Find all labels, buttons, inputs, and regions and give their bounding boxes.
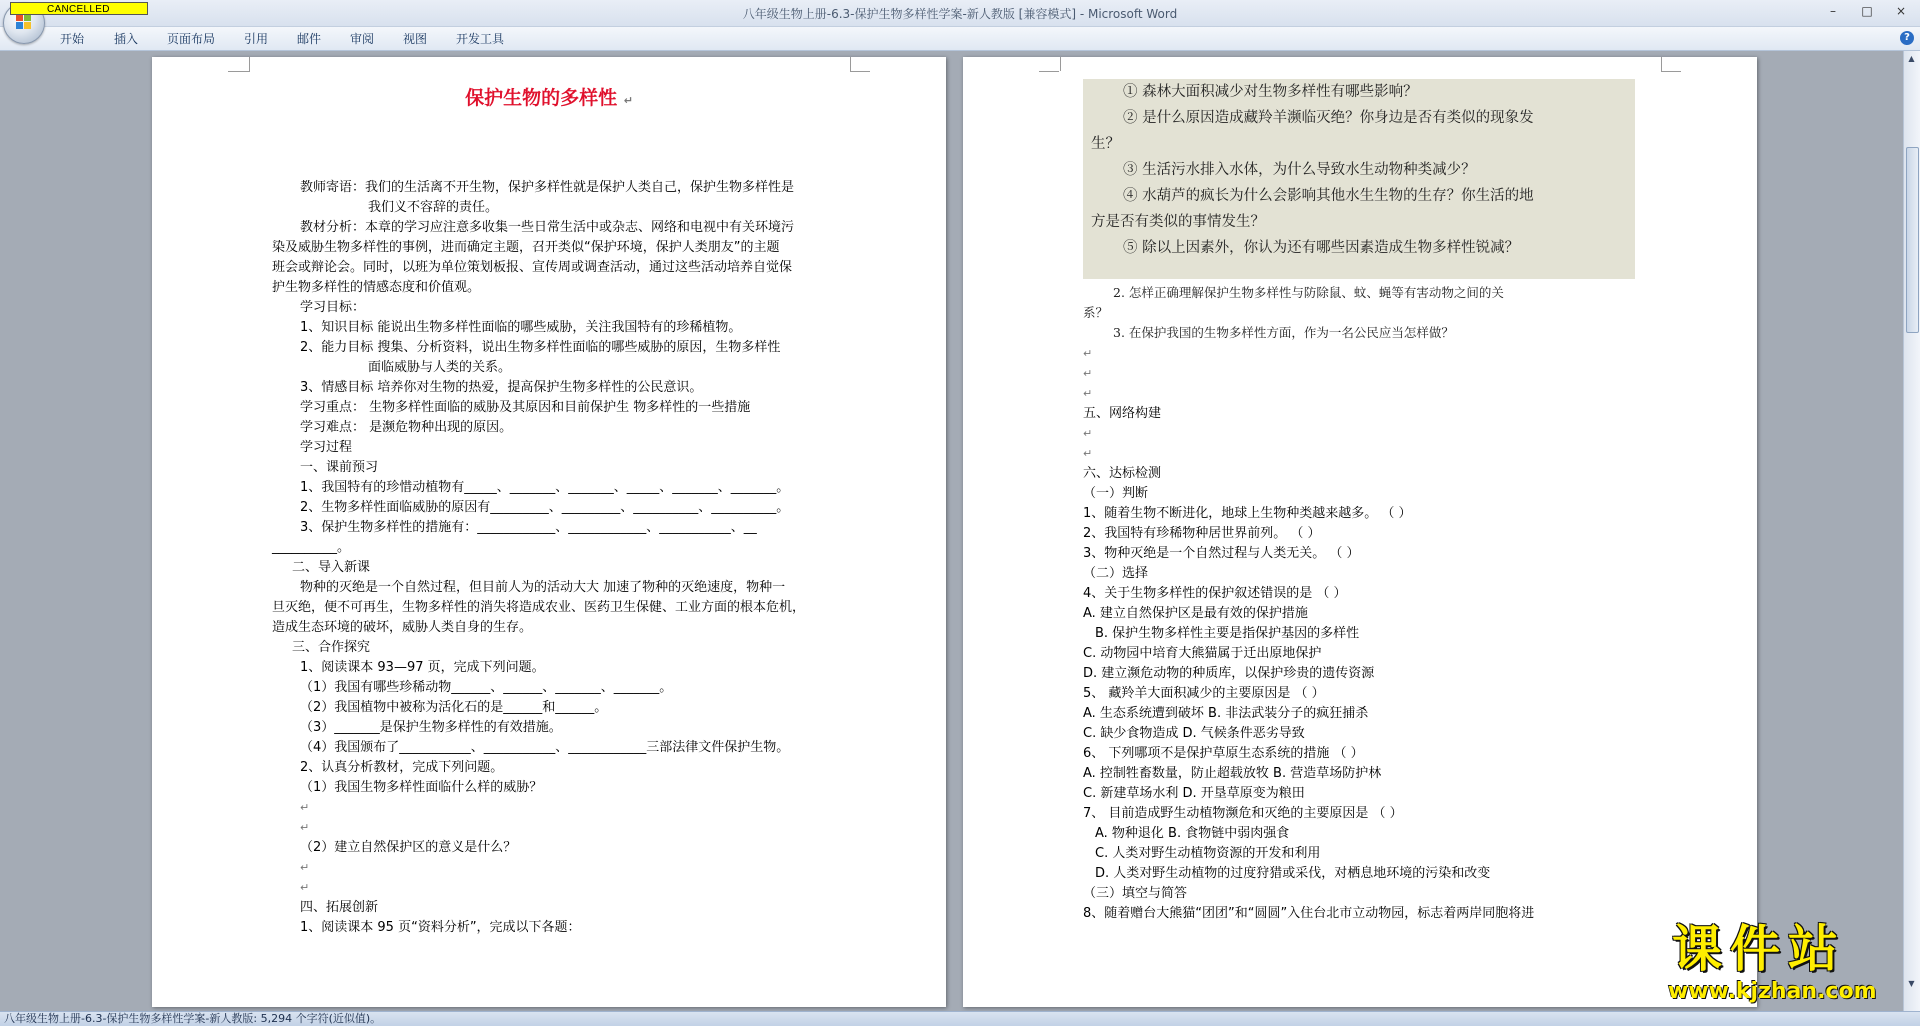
tab-mailings[interactable]: 邮件 — [297, 32, 322, 46]
body-line: C. 动物园中培育大熊猫属于迁出原地保护 — [1083, 646, 1322, 661]
office-logo-icon — [16, 14, 32, 30]
page-title: 保护生物的多样性 ↵ — [465, 87, 633, 109]
body-line: 旦灭绝，便不可再生，生物多样性的消失将造成农业、医药卫生保健、工业方面的根本危机， — [272, 600, 806, 615]
scan-line: ① 森林大面积减少对生物多样性有哪些影响？ — [1123, 84, 1418, 100]
body-line: 一、课前预习 — [300, 460, 379, 475]
body-line: C. 缺少食物造成 D. 气候条件恶劣导致 — [1083, 726, 1305, 741]
body-line: 我们义不容辞的责任。 — [368, 200, 499, 215]
document-page-1[interactable] — [152, 57, 946, 1007]
vertical-scrollbar[interactable] — [1903, 51, 1920, 1012]
body-line: 2、认真分析教材，完成下列问题。 — [300, 760, 504, 775]
tab-home[interactable]: 开始 — [60, 32, 85, 46]
help-icon[interactable]: ? — [1900, 31, 1914, 45]
body-line: （三）填空与简答 — [1083, 886, 1188, 901]
body-line: A. 控制牲畜数量，防止超载放牧 B. 营造草场防护林 — [1083, 766, 1382, 781]
body-line: 护生物多样性的情感态度和价值观。 — [272, 280, 481, 295]
body-line: 3、保护生物多样性的措施有：____________、____________、___________、__ — [300, 520, 757, 535]
paragraph-mark: ↵ — [1083, 427, 1093, 440]
window-title: 八年级生物上册-6.3-保护生物多样性学案-新人教版 [兼容模式] - Microsoft Word — [742, 7, 1178, 21]
body-line: 五、网络构建 — [1083, 406, 1162, 421]
paragraph-mark: ↵ — [300, 821, 310, 834]
body-line: 三、合作探究 — [292, 640, 371, 655]
body-line: A. 生态系统遭到破坏 B. 非法武装分子的疯狂捕杀 — [1083, 706, 1369, 721]
body-line: 1、阅读课本 95 页“资料分析”，完成以下各题： — [300, 920, 581, 935]
body-line: 班会或辩论会。同时，以班为单位策划板报、宣传周或调查活动，通过这些活动培养自觉保 — [272, 260, 793, 275]
body-line: A. 建立自然保护区是最有效的保护措施 — [1083, 606, 1308, 621]
scroll-down-icon[interactable]: ▼ — [1908, 979, 1915, 988]
body-line: C. 人类对野生动植物资源的开发和利用 — [1095, 846, 1321, 861]
body-line: 1、阅读课本 93—97 页，完成下列问题。 — [300, 660, 545, 675]
scan-line: ② 是什么原因造成藏羚羊濒临灭绝？你身边是否有类似的现象发 — [1123, 110, 1534, 126]
body-line: 四、拓展创新 — [300, 900, 379, 915]
document-page-2[interactable] — [963, 57, 1757, 1007]
body-line: 学习难点： 是濒危物种出现的原因。 — [300, 420, 513, 435]
body-line: （二）选择 — [1083, 566, 1149, 581]
scan-line: ⑤ 除以上因素外，你认为还有哪些因素造成生物多样性锐减？ — [1123, 240, 1520, 256]
body-line: 2、能力目标 搜集、分析资料，说出生物多样性面临的哪些威胁的原因，生物多样性 — [300, 340, 781, 355]
body-line: 教师寄语：我们的生活离不开生物，保护多样性就是保护人类自己，保护生物多样性是 — [300, 180, 795, 195]
body-line: （3）_______是保护生物多样性的有效措施。 — [300, 720, 562, 735]
body-line: 8、随着赠台大熊猫“团团”和“圆圆”入住台北市立动物园，标志着两岸同胞将进 — [1083, 906, 1535, 921]
status-bar — [0, 1011, 1920, 1026]
ribbon-tabs — [0, 27, 1920, 51]
body-line: 5、 藏羚羊大面积减少的主要原因是 （ ） — [1083, 686, 1325, 701]
minimize-button[interactable]: – — [1830, 4, 1836, 18]
body-line: 6、 下列哪项不是保护草原生态系统的措施 （ ） — [1083, 746, 1364, 761]
body-line: B. 保护生物多样性主要是指保护基因的多样性 — [1095, 626, 1360, 641]
paragraph-mark: ↵ — [1083, 367, 1093, 380]
tab-references[interactable]: 引用 — [244, 32, 269, 46]
body-line: 1、我国特有的珍惜动植物有_____、_______、_______、_____、_______、_______。 — [300, 480, 790, 495]
watermark-url: www.kjzhan.com — [1668, 979, 1877, 1004]
body-line: （1）我国生物多样性面临什么样的威胁？ — [300, 780, 543, 795]
body-line: 造成生态环境的破坏，威胁人类自身的生存。 — [272, 620, 533, 635]
tab-review[interactable]: 审阅 — [350, 32, 375, 46]
scan-line: 3. 在保护我国的生物多样性方面，作为一名公民应当怎样做？ — [1113, 325, 1454, 340]
status-text: 八年级生物上册-6.3-保护生物多样性学案-新人教版: 5,294 个字符(近似值)。 — [4, 1012, 382, 1025]
scan-line: 方是否有类似的事情发生？ — [1091, 214, 1265, 230]
paragraph-mark: ↵ — [1083, 347, 1093, 360]
body-line: __________。 — [272, 540, 351, 555]
body-line: 4、关于生物多样性的保护叙述错误的是 （ ） — [1083, 586, 1347, 601]
body-line: （2）建立自然保护区的意义是什么？ — [300, 840, 517, 855]
body-line: 3、情感目标 培养你对生物的热爱，提高保护生物多样性的公民意识。 — [300, 380, 703, 395]
body-line: D. 人类对野生动植物的过度狩猎或采伐，对栖息地环境的污染和改变 — [1095, 866, 1491, 881]
body-line: 二、导入新课 — [292, 560, 371, 575]
body-line: 1、知识目标 能说出生物多样性面临的哪些威胁，关注我国特有的珍稀植物。 — [300, 320, 742, 335]
watermark-logo: 课件站 — [1672, 919, 1846, 978]
tab-developer[interactable]: 开发工具 — [456, 32, 505, 46]
scroll-up-icon[interactable]: ▲ — [1908, 54, 1915, 63]
body-line: （2）我国植物中被称为活化石的是______和______。 — [300, 700, 608, 715]
body-line: C. 新建草场水利 D. 开垦草原变为粮田 — [1083, 786, 1305, 801]
paragraph-mark: ↵ — [1083, 387, 1093, 400]
paragraph-mark: ↵ — [1083, 447, 1093, 460]
paragraph-mark: ↵ — [300, 801, 310, 814]
body-line: A. 物种退化 B. 食物链中弱肉强食 — [1095, 826, 1290, 841]
tab-page-layout[interactable]: 页面布局 — [167, 32, 216, 46]
cancelled-badge: CANCELLED — [10, 2, 148, 15]
paragraph-mark: ↵ — [300, 881, 310, 894]
scan-line: ③ 生活污水排入水体，为什么导致水生动物种类减少？ — [1123, 162, 1476, 178]
tab-insert[interactable]: 插入 — [114, 32, 139, 46]
title-bar — [0, 0, 1920, 27]
body-line: D. 建立濒危动物的种质库，以保护珍贵的遗传资源 — [1083, 666, 1375, 681]
body-line: 学习重点： 生物多样性面临的威胁及其原因和目前保护生 物多样性的一些措施 — [300, 400, 751, 415]
body-line: 2、我国特有珍稀物种居世界前列。 （ ） — [1083, 526, 1321, 541]
body-line: 教材分析：本章的学习应注意多收集一些日常生活中或杂志、网络和电视中有关环境污 — [300, 220, 795, 235]
body-line: 7、 目前造成野生动植物濒危和灭绝的主要原因是 （ ） — [1083, 806, 1403, 821]
body-line: 物种的灭绝是一个自然过程，但目前人为的活动大大 加速了物种的灭绝速度，物种一 — [300, 580, 786, 595]
window-controls — [1822, 3, 1912, 19]
scan-line: 2. 怎样正确理解保护生物多样性与防除鼠、蚊、蝇等有害动物之间的关 — [1113, 285, 1504, 300]
body-line: 染及威胁生物多样性的事例，进而确定主题，召开类似“保护环境，保护人类朋友”的主题 — [272, 240, 780, 255]
paragraph-mark: ↵ — [300, 861, 310, 874]
scanned-image — [1083, 79, 1635, 279]
body-line: （一）判断 — [1083, 486, 1149, 501]
scan-line: 生？ — [1091, 136, 1120, 152]
close-button[interactable]: × — [1895, 4, 1907, 18]
tab-view[interactable]: 视图 — [403, 32, 428, 46]
body-line: 六、达标检测 — [1083, 466, 1162, 481]
body-line: 1、随着生物不断进化，地球上生物种类越来越多。 （ ） — [1083, 506, 1412, 521]
body-line: （4）我国颁布了___________、___________、____________三部法律文件保护生物。 — [300, 740, 790, 755]
scan-line: 系？ — [1083, 305, 1109, 320]
body-line: 面临威胁与人类的关系。 — [368, 360, 512, 375]
body-line: 学习过程 — [300, 440, 353, 455]
maximize-button[interactable]: □ — [1861, 4, 1873, 18]
scrollbar-thumb[interactable] — [1906, 147, 1919, 333]
body-line: （1）我国有哪些珍稀动物______、______、_______、_______。 — [300, 680, 673, 695]
body-line: 3、物种灭绝是一个自然过程与人类无关。 （ ） — [1083, 546, 1360, 561]
scan-line: ④ 水葫芦的疯长为什么会影响其他水生生物的生存？你生活的地 — [1123, 188, 1534, 204]
body-line: 2、生物多样性面临威胁的原因有_________、_________、__________、__________。 — [300, 500, 790, 515]
body-line: 学习目标： — [300, 300, 366, 315]
